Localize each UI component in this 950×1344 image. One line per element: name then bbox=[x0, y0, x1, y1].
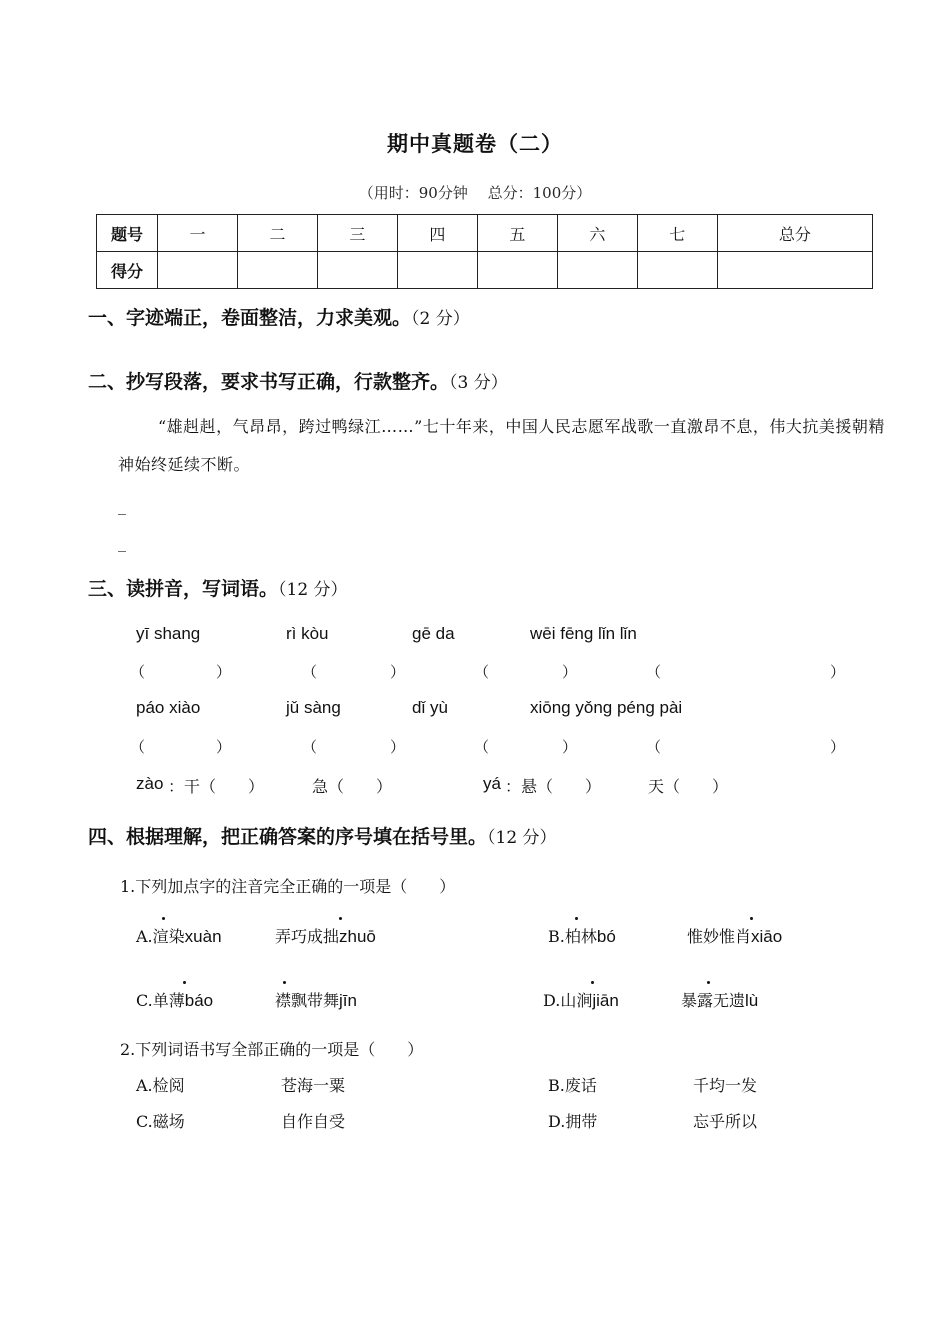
emphasis-dot bbox=[591, 981, 594, 984]
fill-word: 天（ ） bbox=[648, 777, 729, 796]
section-2-heading bbox=[88, 367, 508, 394]
pinyin-prompt: gē da bbox=[412, 624, 455, 643]
bracket-close: ） bbox=[216, 738, 232, 756]
bracket-open: （ bbox=[474, 738, 490, 756]
option-label: C.单薄 bbox=[136, 991, 185, 1010]
question-2: 2.下列词语书写全部正确的一项是（ ） bbox=[120, 1040, 424, 1059]
column-header: 七 bbox=[637, 215, 717, 252]
option-pinyin: jiān bbox=[592, 991, 619, 1010]
score-cell[interactable] bbox=[237, 252, 317, 289]
emphasis-dot bbox=[575, 917, 578, 920]
fill-word: 急（ ） bbox=[312, 777, 393, 796]
option-d-word2 bbox=[681, 988, 758, 1011]
bracket-open: （ bbox=[130, 663, 146, 681]
column-header: 三 bbox=[317, 215, 397, 252]
section-title: 三、读拼音，写词语。 bbox=[88, 578, 279, 600]
question-1: 1.下列加点字的注音完全正确的一项是（ ） bbox=[120, 877, 456, 896]
pinyin-prompt: dǐ yù bbox=[412, 698, 448, 717]
score-cell[interactable] bbox=[557, 252, 637, 289]
fill-word: ：悬（ ） bbox=[505, 777, 602, 796]
score-cell[interactable] bbox=[397, 252, 477, 289]
bracket-open: （ bbox=[646, 663, 662, 681]
section-3-heading bbox=[88, 574, 348, 601]
option-label: D.山涧 bbox=[543, 991, 593, 1010]
option-c-word2: 自作自受 bbox=[281, 1112, 346, 1131]
section-title: 四、根据理解，把正确答案的序号填在括号里。 bbox=[88, 826, 488, 848]
column-header: 六 bbox=[557, 215, 637, 252]
bracket-close: ） bbox=[830, 738, 846, 756]
emphasis-dot bbox=[283, 981, 286, 984]
emphasis-dot bbox=[183, 981, 186, 984]
option-c[interactable] bbox=[136, 988, 213, 1011]
writing-line[interactable]: _ bbox=[118, 496, 126, 515]
section-points: （3 分） bbox=[449, 373, 508, 393]
column-header: 四 bbox=[397, 215, 477, 252]
bracket-close: ） bbox=[216, 663, 232, 681]
option-a-word2 bbox=[275, 924, 376, 947]
pinyin-prompt: páo xiào bbox=[136, 698, 201, 717]
pinyin-prompt: xiōng yǒng péng pài bbox=[530, 698, 683, 717]
emphasis-dot bbox=[339, 917, 342, 920]
option-b[interactable]: B.废话 bbox=[548, 1076, 597, 1095]
pinyin-prompt: rì kòu bbox=[286, 624, 329, 643]
section-points: （12 分） bbox=[487, 828, 557, 848]
option-pinyin: jīn bbox=[339, 991, 357, 1010]
bracket-open: （ bbox=[646, 738, 662, 756]
table-row bbox=[97, 252, 873, 289]
option-b-word2 bbox=[687, 924, 782, 947]
option-label: 惟妙惟肖 bbox=[687, 927, 752, 946]
bracket-open: （ bbox=[302, 738, 318, 756]
column-header: 一 bbox=[158, 215, 238, 252]
option-b[interactable] bbox=[548, 924, 616, 947]
bracket-close: ） bbox=[562, 663, 578, 681]
option-pinyin: xuàn bbox=[184, 927, 222, 946]
page-subtitle: （用时：90分钟 总分：100分） bbox=[358, 184, 592, 202]
bracket-close: ） bbox=[390, 663, 406, 681]
option-label: 襟飘带舞 bbox=[275, 991, 340, 1010]
option-d-word2: 忘乎所以 bbox=[693, 1112, 758, 1131]
pinyin-prompt: zào bbox=[136, 774, 164, 793]
option-pinyin: lù bbox=[745, 991, 759, 1010]
column-header: 二 bbox=[237, 215, 317, 252]
pinyin-prompt: yá bbox=[483, 774, 501, 793]
page-title: 期中真题卷（二） bbox=[387, 132, 563, 156]
table-row bbox=[97, 215, 873, 252]
bracket-close: ） bbox=[390, 738, 406, 756]
option-d[interactable] bbox=[543, 988, 619, 1011]
score-cell[interactable] bbox=[158, 252, 238, 289]
option-d[interactable]: D.拥带 bbox=[548, 1112, 598, 1131]
section-4-heading bbox=[88, 822, 557, 849]
bracket-open: （ bbox=[302, 663, 318, 681]
option-c[interactable]: C.磁场 bbox=[136, 1112, 185, 1131]
option-label: A.渲染 bbox=[136, 927, 185, 946]
fill-word: ：干（ ） bbox=[168, 777, 265, 796]
emphasis-dot bbox=[707, 981, 710, 984]
section-title: 二、抄写段落，要求书写正确，行款整齐。 bbox=[88, 371, 450, 393]
option-a-word2: 苍海一粟 bbox=[281, 1076, 346, 1095]
option-pinyin: bó bbox=[596, 927, 616, 946]
score-cell[interactable] bbox=[637, 252, 717, 289]
option-a[interactable]: A.检阅 bbox=[136, 1076, 185, 1095]
column-header: 总分 bbox=[717, 215, 872, 252]
emphasis-dot bbox=[162, 917, 165, 920]
pinyin-prompt: jǔ sàng bbox=[286, 698, 341, 717]
writing-line[interactable]: _ bbox=[118, 533, 126, 552]
option-b-word2: 千均一发 bbox=[693, 1076, 758, 1095]
section-points: （2 分） bbox=[411, 309, 470, 329]
column-header: 五 bbox=[477, 215, 557, 252]
copy-passage: “雄赳赳，气昂昂，跨过鸭绿江……”七十年来，中国人民志愿军战歌一直激昂不息，伟大抗美援朝精神始终延续不断。 bbox=[118, 417, 885, 474]
option-pinyin: báo bbox=[184, 991, 214, 1010]
section-points: （12 分） bbox=[278, 580, 348, 600]
option-label: 弄巧成拙 bbox=[275, 927, 340, 946]
row-label: 题号 bbox=[97, 215, 158, 252]
section-1-heading bbox=[88, 303, 470, 330]
option-a[interactable] bbox=[136, 924, 222, 947]
option-c-word2 bbox=[275, 988, 357, 1011]
bracket-open: （ bbox=[474, 663, 490, 681]
pinyin-prompt: wēi fēng lǐn lǐn bbox=[530, 624, 637, 643]
bracket-open: （ bbox=[130, 738, 146, 756]
option-pinyin: xiāo bbox=[751, 927, 783, 946]
score-cell[interactable] bbox=[317, 252, 397, 289]
option-label: B.柏林 bbox=[548, 927, 597, 946]
score-table bbox=[96, 214, 873, 289]
emphasis-dot bbox=[750, 917, 753, 920]
score-cell[interactable] bbox=[717, 252, 872, 289]
bracket-close: ） bbox=[562, 738, 578, 756]
section-title: 一、字迹端正，卷面整洁，力求美观。 bbox=[88, 307, 412, 329]
bracket-close: ） bbox=[830, 663, 846, 681]
option-pinyin: zhuō bbox=[339, 927, 376, 946]
score-cell[interactable] bbox=[477, 252, 557, 289]
row-label: 得分 bbox=[97, 252, 158, 289]
pinyin-prompt: yī shang bbox=[136, 624, 201, 643]
option-label: 暴露无遗 bbox=[681, 991, 746, 1010]
